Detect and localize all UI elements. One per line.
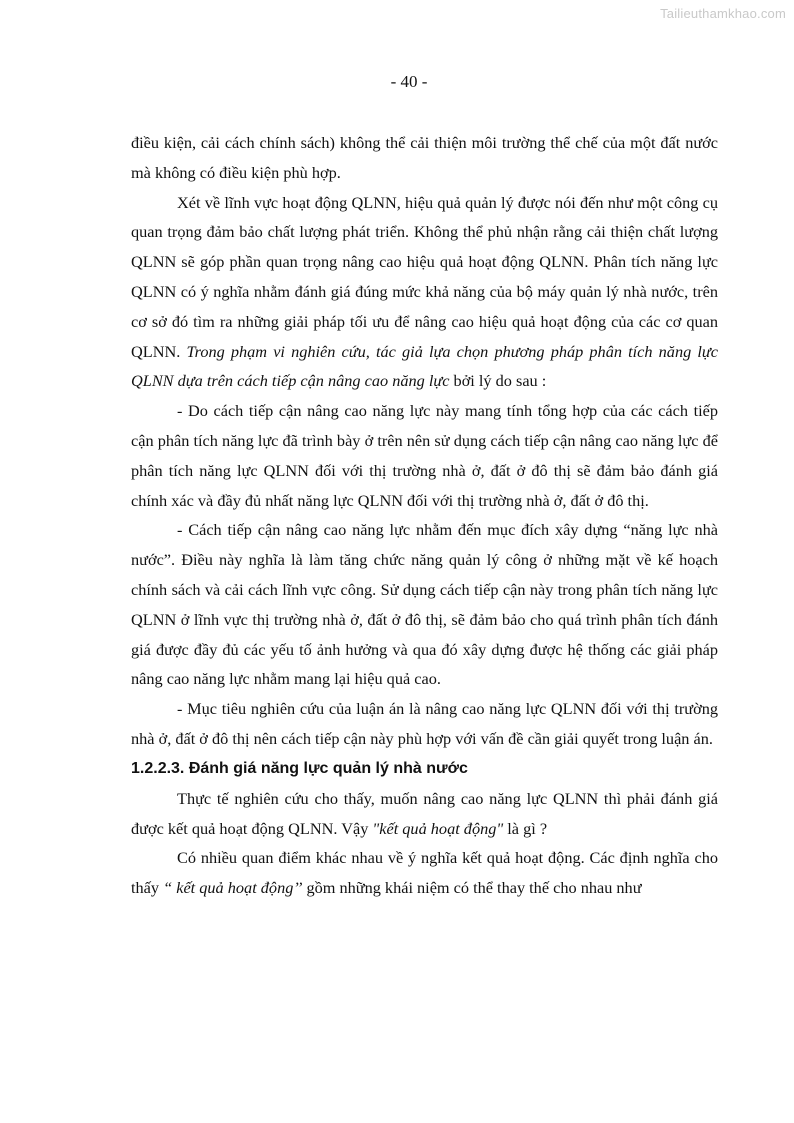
paragraph-text: Có nhiều quan điểm khác nhau về ý nghĩa kết quả hoạt động. Các định nghĩa cho thấy: [131, 848, 718, 898]
paragraph-italic-text: "kết quả hoạt động": [372, 818, 504, 838]
paragraph-efficiency: [131, 188, 718, 397]
list-item-reason-1: - Do cách tiếp cận nâng cao năng lực này mang tính tổng hợp của các cách tiếp cận phân tích năng lực đã trình bày ở trên nên sử dụng cách tiếp cận nâng cao năng lực để phân tích năng lực QLNN đối với thị trường nhà ở, đất ở đô thị sẽ đảm bảo đánh giá chính xác và đầy đủ nhất năng lực QLNN đối với thị trường nhà ở, đất ở đô thị.: [131, 401, 718, 510]
paragraph-text: là gì ?: [503, 818, 548, 838]
paragraph-text: Thực tế nghiên cứu cho thấy, muốn nâng cao năng lực QLNN thì phải đánh giá được kết quả hoạt động QLNN. Vậy: [131, 788, 718, 838]
paragraph-text: bởi lý do sau :: [449, 371, 547, 391]
watermark-text: Tailieuthamkhao.com: [660, 6, 786, 21]
list-item-reason-3: - Mục tiêu nghiên cứu của luận án là nâng cao năng lực QLNN đối với thị trường nhà ở, đất ở đô thị nên cách tiếp cận này phù hợp với vấn đề cần giải quyết trong luận án.: [131, 699, 718, 748]
page-number: - 40 -: [390, 72, 428, 91]
section-heading: 1.2.2.3. Đánh giá năng lực quản lý nhà nước: [131, 759, 468, 777]
paragraph-continuation: điều kiện, cải cách chính sách) không thể cải thiện môi trường thể chế của một đất nước mà không có điều kiện phù hợp.: [131, 133, 718, 182]
paragraph-italic-text: “ kết quả hoạt động’’: [163, 878, 303, 898]
paragraph-definitions: [131, 843, 718, 903]
list-item-reason-2: - Cách tiếp cận nâng cao năng lực nhằm đến mục đích xây dựng “năng lực nhà nước”. Điều này nghĩa là làm tăng chức năng quản lý công ở những mặt về kế hoạch chính sách và cải cách lĩnh vực công. Sử dụng cách tiếp cận này trong phân tích năng lực QLNN ở lĩnh vực thị trường nhà ở, đất ở đô thị, sẽ đảm bảo cho quá trình phân tích đánh giá được đầy đủ các yếu tố ảnh hưởng và qua đó xây dựng được hệ thống các giải pháp nâng cao năng lực nhằm mang lại hiệu quả cao.: [131, 520, 718, 689]
paragraph-research: [131, 784, 718, 844]
document-body: [131, 128, 718, 903]
paragraph-text: Xét về lĩnh vực hoạt động QLNN, hiệu quả quản lý được nói đến như một công cụ quan trọng đảm bảo chất lượng phát triển. Không thể phủ nhận rằng cải thiện chất lượng QLNN sẽ góp phần quan trọng nâng cao hiệu quả hoạt động QLNN. Phân tích năng lực QLNN có ý nghĩa nhằm đánh giá đúng mức khả năng của bộ máy quản lý nhà nước, trên cơ sở đó tìm ra những giải pháp tối ưu để nâng cao hiệu quả hoạt động của các cơ quan QLNN.: [131, 192, 718, 361]
paragraph-text: gồm những khái niệm có thể thay thế cho nhau như: [302, 878, 642, 898]
paragraph-italic-text: Trong phạm vi nghiên cứu, tác giả lựa chọn phương pháp phân tích năng lực QLNN dựa trên cách tiếp cận nâng cao năng lực: [131, 341, 719, 391]
